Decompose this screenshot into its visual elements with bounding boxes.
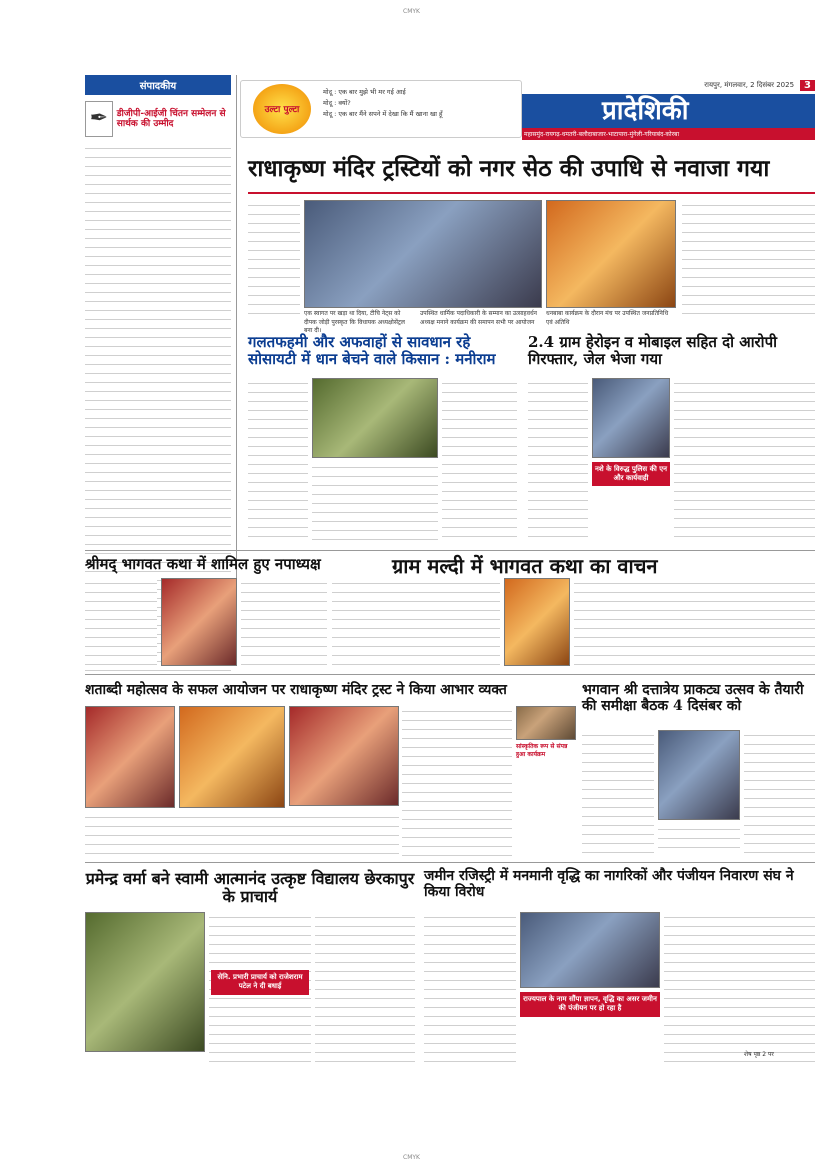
lead-body-left xyxy=(248,200,300,314)
land-body-1 xyxy=(424,912,516,1062)
dattatreya-headline: भगवान श्री दत्तात्रेय प्राकट्य उत्सव के तैयारी की समीक्षा बैठक 4 दिसंबर को xyxy=(582,682,804,715)
trust-photo-3 xyxy=(289,706,399,806)
ulta-line-3: मोदू : एक बार मैंने सपने में देखा कि मैं खाना खा हूँ xyxy=(323,110,443,119)
lead-body-right xyxy=(682,200,815,314)
heroin-body-2 xyxy=(674,378,815,543)
city-date: रायपुर, मंगलवार, 2 दिसंबर 2025 xyxy=(704,81,795,89)
masthead xyxy=(522,80,815,146)
bhagwat2-body-2 xyxy=(574,578,815,668)
bhagwat2-body xyxy=(332,578,500,668)
ulta-line-2: मोदू : क्यों? xyxy=(323,99,351,108)
bhagwat2-photo xyxy=(504,578,570,666)
editorial-headline: डीजीपी-आईजी चिंतन सम्मेलन से सार्थक की उम्मीद xyxy=(116,108,226,129)
farmers-headline: गलतफहमी और अफवाहों से सावधान रहे सोसायटी में धान बेचने वाले किसान : मनीराम xyxy=(248,333,496,369)
heroin-photo xyxy=(592,378,670,458)
lead-headline: राधाकृष्ण मंदिर ट्रस्टियों को नगर सेठ की उपाधि से नवाजा गया xyxy=(248,155,770,182)
heroin-badge: नशे के विरुद्ध पुलिस की एन और कार्यवाही xyxy=(592,462,670,486)
lead-photo-main xyxy=(304,200,542,308)
farmers-photo xyxy=(312,378,438,458)
trust-body xyxy=(402,706,512,856)
dattatreya-body-3 xyxy=(658,824,740,856)
principal-badge: सेनि. प्रभारी प्राचार्य को राजेशराम पटेल ने दी बधाई xyxy=(211,970,309,995)
heroin-headline: 2.4 ग्राम हेरोइन व मोबाइल सहित दो आरोपी गिरफ्तार, जेल भेजा गया xyxy=(528,333,777,369)
ulta-pulta-box xyxy=(240,80,522,138)
continued-note: शेष पृष्ठ 2 पर xyxy=(744,1051,774,1058)
farmers-body-2 xyxy=(442,378,517,543)
editorial-label: संपादकीय xyxy=(85,75,231,95)
page-number: 3 xyxy=(800,80,815,91)
cmyk-marker-top: CMYK xyxy=(403,8,420,15)
lead-photo-2 xyxy=(546,200,676,308)
bhagwat1-headline: श्रीमद् भागवत कथा में शामिल हुए नपाध्यक्ष xyxy=(85,555,321,573)
pen-icon: ✒ xyxy=(85,101,113,137)
bhagwat1-body xyxy=(85,578,157,668)
trust-photo-1 xyxy=(85,706,175,808)
lead-caption-1: एक स्वागत पर खड़ा था दिया, टीचि नेट्स को दीपक जोड़ी पुरस्कृत कि विधायक अध्यक्षोसेंट्रल बना दी। xyxy=(304,310,405,335)
land-body-2 xyxy=(664,912,815,1062)
land-photo xyxy=(520,912,660,988)
dattatreya-body-1 xyxy=(582,730,654,856)
bhagwat1-body-2 xyxy=(241,578,327,668)
principal-body-2 xyxy=(315,912,415,1062)
bhagwat2-headline: ग्राम मल्दी में भागवत कथा का वाचन xyxy=(392,554,658,578)
ulta-line-1: मोदू : एक बार मुझे भी मर गई आई xyxy=(323,88,406,96)
bhagwat1-photo xyxy=(161,578,237,666)
region-strip: महासमुंद-रायगढ़-धमतरी-बलौदाबाजार-भाटापारा-मुंगेली-गरियाबंद-कोरबा xyxy=(522,128,815,140)
lead-caption-2: उपस्थित धार्मिक पदाधिकारी के सम्मान का उत्साहवर्धन अध्यक्ष मनाने कार्यक्रम की समापन सभी पर आयोजन xyxy=(420,310,537,326)
farmers-body-1 xyxy=(248,378,308,543)
principal-headline: प्रमेन्द्र वर्मा बने स्वामी आत्मानंद उत्कृष्ट विद्यालय छेरकापुर के प्राचार्य xyxy=(85,869,415,907)
heroin-body-1 xyxy=(528,378,588,543)
trust-inset-caption: सांस्कृतिक रूप से संपन्न हुआ कार्यक्रम xyxy=(516,743,568,758)
dattatreya-body-2 xyxy=(744,730,815,856)
dattatreya-photo xyxy=(658,730,740,820)
lead-caption-3: धनबाबा कार्यक्रम के दौरान मंच पर उपस्थित जनप्रतिनिधि एवं अतिथि xyxy=(546,310,669,326)
trust-headline: शताब्दी महोत्सव के सफल आयोजन पर राधाकृष्ण मंदिर ट्रस्ट ने किया आभार व्यक्त xyxy=(85,682,507,698)
ulta-pulta-logo: उल्टा पुल्टा xyxy=(253,84,311,134)
cmyk-marker-bottom: CMYK xyxy=(403,1154,420,1161)
land-headline: जमीन रजिस्ट्री में मनमानी वृद्धि का नागरिकों और पंजीयन निवारण संघ ने किया विरोध xyxy=(424,868,794,901)
trust-body-2 xyxy=(85,812,399,856)
principal-photo xyxy=(85,912,205,1052)
trust-photo-2 xyxy=(179,706,285,808)
trust-inset-photo xyxy=(516,706,576,740)
farmers-body-3 xyxy=(312,462,438,543)
land-badge: राज्यपाल के नाम सौंपा ज्ञापन, वृद्धि का असर जमीन की पंजीयन पर हो रहा है xyxy=(520,992,660,1017)
section-title: प्रादेशिकी xyxy=(522,94,815,128)
